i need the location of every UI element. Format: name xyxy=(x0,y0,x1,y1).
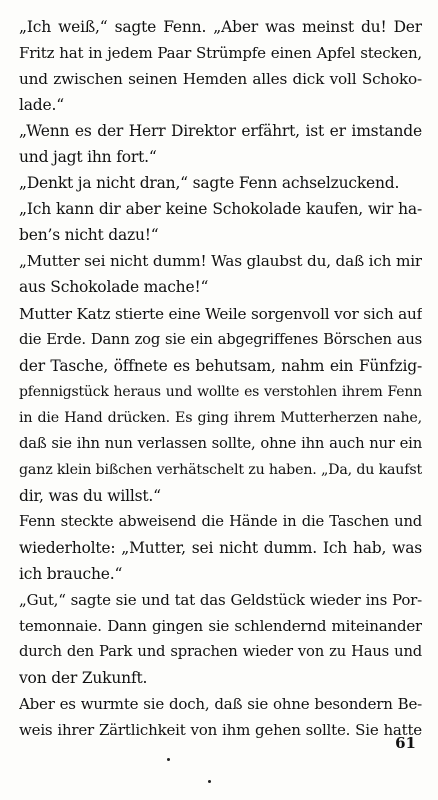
text-line: durch den Park und sprachen wieder von zu Haus und xyxy=(19,643,422,661)
text-line: Aber es wurmte sie doch, daß sie ohne besondern Be- xyxy=(19,695,422,714)
text-line: „Wenn es der Herr Direktor erfährt, ist er imstande xyxy=(19,122,422,141)
text-line: wiederholte: „Mutter, sei nicht dumm. Ich hab, was xyxy=(19,538,422,557)
text-line: in die Hand drücken. Es ging ihrem Mutterherzen nahe, xyxy=(19,409,422,426)
text-line: aus Schokolade mache!“ xyxy=(19,278,209,297)
text-line: und jagt ihn fort.“ xyxy=(19,148,157,167)
text-line: ganz klein bißchen verhätschelt zu haben. „Da, du kaufst xyxy=(19,461,422,478)
text-line: „Gut,“ sagte sie und tat das Geldstück wieder ins Por- xyxy=(19,591,422,610)
text-line: daß sie ihn nun verlassen sollte, ohne ihn auch nur ein xyxy=(19,434,422,452)
text-line: ich brauche.“ xyxy=(19,564,123,583)
text-line: weis ihrer Zärtlichkeit von ihm gehen sollte. Sie hatte xyxy=(19,721,422,740)
text-line: Mutter Katz stierte eine Weile sorgenvoll vor sich auf xyxy=(19,304,422,323)
text-line: der Tasche, öffnete es behutsam, nahm ein Fünfzig- xyxy=(19,356,422,375)
text-line: lade.“ xyxy=(19,96,64,115)
text-line: temonnaie. Dann gingen sie schlendernd miteinander xyxy=(19,617,422,636)
text-line: die Erde. Dann zog sie ein abgegriffenes Börschen aus xyxy=(19,330,422,348)
text-line: und zwischen seinen Hemden alles dick voll Schoko- xyxy=(19,70,422,89)
text-line: von der Zukunft. xyxy=(19,669,148,688)
text-line: „Ich kann dir aber keine Schokolade kaufen, wir ha- xyxy=(19,200,422,219)
text-line: „Mutter sei nicht dumm! Was glaubst du, daß ich mir xyxy=(19,252,422,271)
text-line: „Denkt ja nicht dran,“ sagte Fenn achselzuckend. xyxy=(19,174,400,193)
text-line: Fenn steckte abweisend die Hände in die Taschen und xyxy=(19,512,422,530)
text-line: „Ich weiß,“ sagte Fenn. „Aber was meinst du! Der xyxy=(19,18,422,36)
text-line: pfennigstück heraus und wollte es verstohlen ihrem Fenn xyxy=(19,383,422,400)
page-number: 61 xyxy=(395,734,416,752)
text-line: ben’s nicht dazu!“ xyxy=(19,226,159,245)
text-line: dir, was du willst.“ xyxy=(19,486,161,505)
print-speck xyxy=(167,758,170,761)
text-line: Fritz hat in jedem Paar Strümpfe einen Apfel stecken, xyxy=(19,44,422,63)
print-speck xyxy=(208,780,211,783)
body-text xyxy=(19,14,422,743)
